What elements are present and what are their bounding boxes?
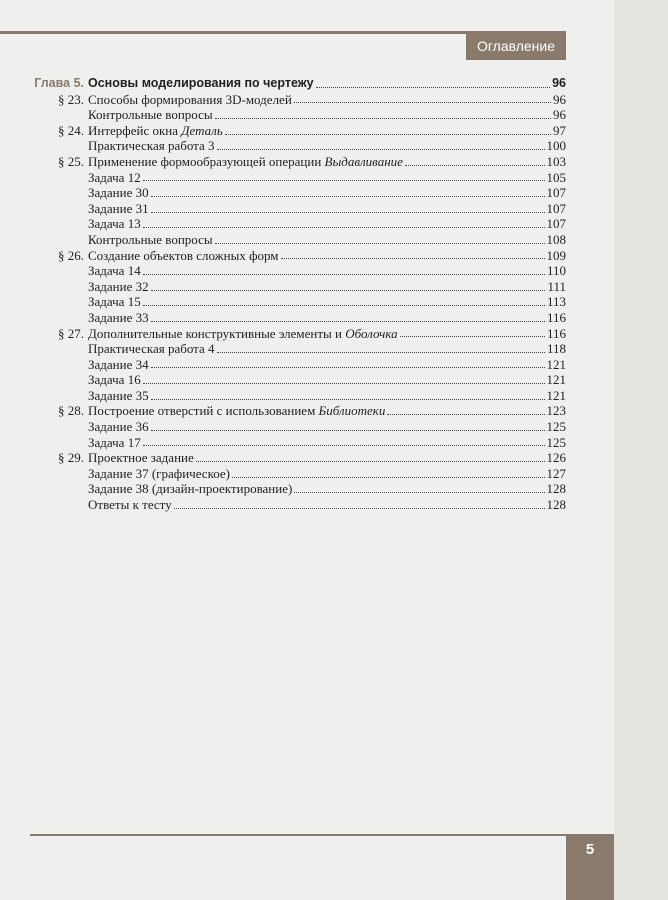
toc-entry: [30, 92, 566, 108]
toc-entry-page: 111: [547, 278, 566, 294]
toc-dot-leader: [143, 273, 545, 275]
toc-entry-page: 108: [546, 231, 566, 247]
toc-entry-page: 103: [546, 153, 566, 169]
toc-entry: [30, 279, 566, 295]
toc-dot-leader: [151, 195, 545, 197]
toc-entry: [30, 372, 566, 388]
toc-entry-page: 128: [546, 481, 566, 497]
toc-entry-title: Задача 15: [88, 294, 141, 310]
toc-entry-title: Задание 34: [88, 356, 149, 372]
toc-entry-title: Задача 17: [88, 434, 141, 450]
toc-dot-leader: [143, 444, 545, 446]
toc-entry: [30, 310, 566, 326]
toc-entry-title: Задание 30: [88, 185, 149, 201]
page-number: 5: [585, 840, 595, 858]
toc-entry-title: Интерфейс окна Деталь: [88, 122, 223, 138]
toc-entry-title-emphasis: Библиотеки: [318, 403, 386, 419]
toc-entry-number: § 23.: [58, 91, 84, 107]
toc-entry-title: Задача 12: [88, 169, 141, 185]
table-of-contents: [30, 76, 566, 513]
toc-entry-page: 96: [552, 76, 566, 90]
toc-dot-leader: [151, 320, 545, 322]
toc-entry-number: § 24.: [58, 122, 84, 138]
toc-entry: [30, 154, 566, 170]
toc-dot-leader: [405, 164, 545, 166]
toc-entry: [30, 388, 566, 404]
toc-dot-leader: [143, 226, 545, 228]
toc-entry: [30, 185, 566, 201]
toc-entry-page: 97: [553, 122, 566, 138]
toc-entry-title: Проектное задание: [88, 450, 194, 466]
toc-entry-page: 107: [546, 185, 566, 201]
page-edge-background: [614, 0, 668, 900]
toc-dot-leader: [151, 398, 545, 400]
toc-entry-title: Задача 14: [88, 263, 141, 279]
toc-entry-page: 110: [546, 263, 566, 279]
toc-entry-title: Задание 38 (дизайн-проектирование): [88, 481, 293, 497]
toc-entry-page: 96: [553, 107, 566, 123]
toc-entry-title: Задание 35: [88, 387, 149, 403]
header-section-tab: [466, 31, 566, 60]
toc-entry: [30, 123, 566, 139]
toc-entry: [30, 216, 566, 232]
toc-dot-leader: [215, 242, 545, 244]
toc-entry-page: 113: [546, 294, 566, 310]
toc-entry-title: Построение отверстий с использованием Библиотеки: [88, 403, 386, 419]
toc-entry-number: § 29.: [58, 450, 84, 466]
toc-entry-page: 107: [546, 200, 566, 216]
toc-entry: [30, 497, 566, 513]
toc-entry: [30, 107, 566, 123]
toc-entry-page: 118: [546, 341, 566, 357]
toc-dot-leader: [294, 101, 551, 103]
toc-entry-title: Контрольные вопросы: [88, 231, 213, 247]
toc-entry: [30, 435, 566, 451]
toc-entry-title: Дополнительные конструктивные элементы и Оболочка: [88, 325, 398, 341]
toc-entry-title: Задание 31: [88, 200, 149, 216]
toc-entry-number: Глава 5.: [34, 76, 84, 90]
toc-entry-title: Практическая работа 4: [88, 341, 215, 357]
toc-entry-title: Задача 13: [88, 216, 141, 232]
toc-entry-page: 100: [546, 138, 566, 154]
toc-dot-leader: [151, 429, 545, 431]
toc-entry-number: § 27.: [58, 325, 84, 341]
toc-entry: [30, 481, 566, 497]
toc-dot-leader: [151, 289, 546, 291]
toc-entry-page: 96: [553, 91, 566, 107]
toc-entry-page: 105: [546, 169, 566, 185]
toc-dot-leader: [143, 382, 545, 384]
toc-dot-leader: [143, 179, 545, 181]
toc-entry: [30, 403, 566, 419]
toc-entry-page: 128: [546, 497, 566, 513]
toc-dot-leader: [294, 491, 544, 493]
toc-entry: [30, 294, 566, 310]
toc-entry: [30, 341, 566, 357]
toc-entry-title: Основы моделирования по чертежу: [88, 76, 314, 90]
toc-entry-title: Ответы к тесту: [88, 497, 172, 513]
toc-dot-leader: [387, 413, 544, 415]
toc-entry-page: 121: [546, 356, 566, 372]
toc-dot-leader: [143, 304, 545, 306]
toc-entry-page: 123: [546, 403, 566, 419]
toc-entry: [30, 466, 566, 482]
toc-entry: [30, 263, 566, 279]
footer-rule: [30, 834, 566, 836]
toc-entry: [30, 450, 566, 466]
toc-dot-leader: [232, 476, 545, 478]
toc-entry-page: 126: [546, 450, 566, 466]
toc-entry-number: § 26.: [58, 247, 84, 263]
toc-entry-title-emphasis: Оболочка: [345, 325, 398, 341]
toc-entry-title: Задание 32: [88, 278, 149, 294]
toc-dot-leader: [400, 335, 545, 337]
header-section-title: Оглавление: [476, 37, 556, 54]
toc-entry: [30, 419, 566, 435]
toc-entry-page: 107: [546, 216, 566, 232]
toc-entry-page: 116: [546, 309, 566, 325]
toc-entry-title: Способы формирования 3D-моделей: [88, 91, 292, 107]
toc-entry-title: Задание 36: [88, 419, 149, 435]
toc-entry-title: Создание объектов сложных форм: [88, 247, 279, 263]
toc-entry-title-emphasis: Выдавливание: [324, 153, 403, 169]
toc-dot-leader: [217, 148, 545, 150]
toc-entry-page: 125: [546, 419, 566, 435]
toc-entry-title-emphasis: Деталь: [181, 122, 223, 138]
toc-entry: [30, 232, 566, 248]
toc-dot-leader: [225, 133, 551, 135]
toc-entry-title: Применение формообразующей операции Выдавливание: [88, 153, 403, 169]
toc-entry-page: 127: [546, 465, 566, 481]
toc-entry-title: Задание 33: [88, 309, 149, 325]
toc-dot-leader: [196, 460, 545, 462]
toc-entry-title: Практическая работа 3: [88, 138, 215, 154]
toc-entry-number: § 25.: [58, 153, 84, 169]
toc-dot-leader: [174, 507, 545, 509]
toc-entry-title: Задание 37 (графическое): [88, 465, 230, 481]
toc-entry: [30, 248, 566, 264]
toc-dot-leader: [217, 351, 545, 353]
toc-entry-page: 121: [546, 372, 566, 388]
toc-dot-leader: [316, 86, 551, 88]
toc-dot-leader: [151, 211, 545, 213]
toc-entry: [30, 138, 566, 154]
toc-entry-page: 125: [546, 434, 566, 450]
toc-dot-leader: [281, 257, 545, 259]
toc-entry: [30, 170, 566, 186]
toc-entry: [30, 76, 566, 92]
toc-entry-page: 116: [546, 325, 566, 341]
toc-entry-title: Задача 16: [88, 372, 141, 388]
toc-entry-page: 121: [546, 387, 566, 403]
toc-entry: [30, 201, 566, 217]
toc-dot-leader: [151, 366, 545, 368]
toc-entry: [30, 326, 566, 342]
toc-entry: [30, 357, 566, 373]
toc-dot-leader: [215, 117, 551, 119]
toc-entry-number: § 28.: [58, 403, 84, 419]
toc-entry-page: 109: [546, 247, 566, 263]
toc-entry-title: Контрольные вопросы: [88, 107, 213, 123]
